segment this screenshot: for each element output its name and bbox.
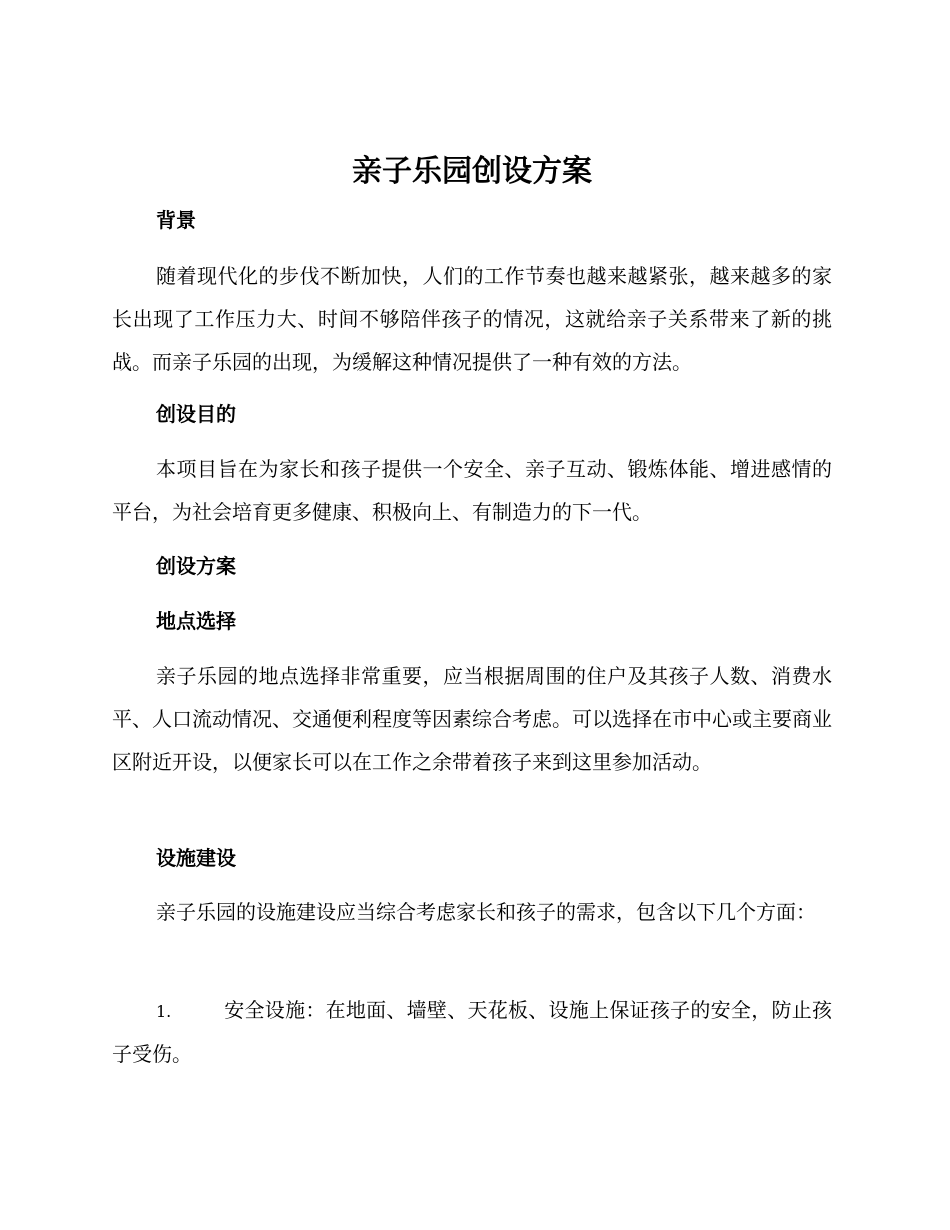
document-title: 亲子乐园创设方案	[352, 154, 592, 189]
list-item-text: 安全设施：在地面、墙壁、天花板、设施上保证孩子的安全，防止孩子受伤。	[112, 998, 832, 1066]
document-page	[112, 0, 832, 1230]
paragraph-location: 亲子乐园的地点选择非常重要，应当根据周围的住户及其孩子人数、消费水平、人口流动情况、交通便利程度等因素综合考虑。可以选择在市中心或主要商业区附近开设，以便家长可以在工作之余带着孩子来到这里参加活动。	[112, 664, 832, 774]
paragraph-facilities: 亲子乐园的设施建设应当综合考虑家长和孩子的需求，包含以下几个方面：	[156, 900, 816, 924]
heading-location: 地点选择	[156, 609, 236, 633]
heading-purpose: 创设目的	[156, 402, 236, 426]
list-item-number: 1.	[156, 1002, 172, 1021]
list-item-1	[112, 989, 832, 1076]
heading-background: 背景	[156, 208, 196, 232]
heading-facilities: 设施建设	[156, 846, 236, 870]
paragraph-background: 随着现代化的步伐不断加快，人们的工作节奏也越来越紧张，越来越多的家长出现了工作压力大、时间不够陪伴孩子的情况，这就给亲子关系带来了新的挑战。而亲子乐园的出现，为缓解这种情况提供了一种有效的方法。	[112, 264, 832, 374]
paragraph-purpose: 本项目旨在为家长和孩子提供一个安全、亲子互动、锻炼体能、增进感情的平台，为社会培育更多健康、积极向上、有制造力的下一代。	[112, 457, 832, 524]
heading-plan: 创设方案	[156, 554, 236, 578]
